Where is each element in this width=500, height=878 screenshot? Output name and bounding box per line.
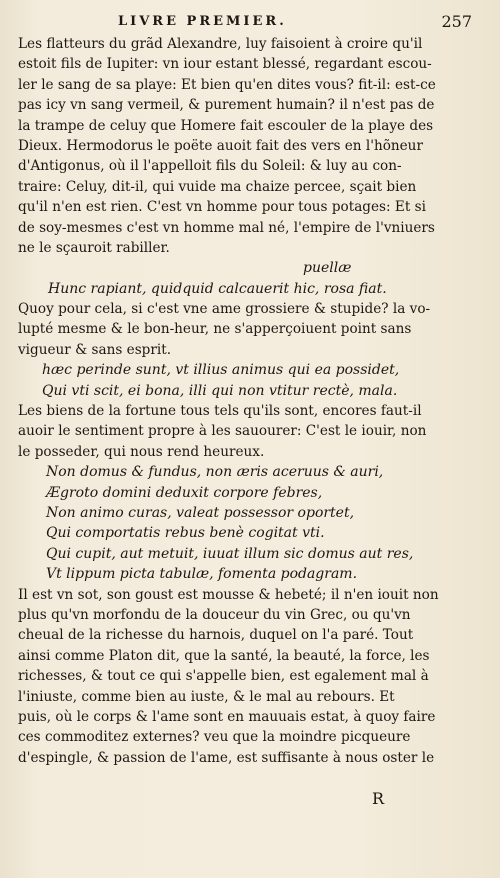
page-number: 257 [441,12,472,31]
latin-verse: Ægroto domini deduxit corpore febres, [46,484,323,501]
text-body [18,34,483,768]
signature-mark: R [372,789,385,808]
text-line: cheual de la richesse du harnois, duquel on l'a paré. Tout [18,627,414,644]
running-head: LIVRE PREMIER. [118,14,287,29]
text-line: Les flatteurs du grãd Alexandre, luy faisoient à croire qu'il [18,36,423,52]
text-line: la trampe de celuy que Homere fait escouler de la playe des [18,117,434,134]
page-footer [0,789,500,809]
text-line: qu'il n'en est rien. C'est vn homme pour tous potages: Et si [18,199,426,216]
text-line: Quoy pour cela, si c'est vne ame grossiere & stupide? la vo- [18,301,431,318]
text-line: ces commoditez externes? veu que la moindre picqueure [18,729,411,746]
latin-verse: Non domus & fundus, non æris aceruus & auri, [46,464,384,481]
text-line: ainsi comme Platon dit, que la santé, la beauté, la force, les [18,647,430,664]
text-line: Dieux. Hermodorus le poëte auoit fait des vers en l'hõneur [18,137,423,154]
text-line: l'iniuste, comme bien au iuste, & le mal au rebours. Et [18,688,395,705]
text-line: d'Antigonus, où il l'appelloit fils du Soleil: & luy au con- [18,158,402,175]
latin-verse: Qui vti scit, ei bona, illi qui non vtitur rectè, mala. [42,382,398,399]
text-line: le posseder, qui nous rend heureux. [18,443,265,460]
latin-verse: hæc perinde sunt, vt illius animus qui ea possidet, [42,362,400,379]
latin-verse: Qui cupit, aut metuit, iuuat illum sic domus aut res, [46,545,414,562]
text-line: pas icy vn sang vermeil, & purement humain? il n'est pas de [18,97,435,114]
text-line: lupté mesme & le bon-heur, ne s'apperçoiuent point sans [18,321,412,338]
text-line: ne le sçauroit rabiller. [18,239,170,256]
text-line: traire: Celuy, dit-il, qui vuide ma chaize percee, sçait bien [18,178,417,195]
latin-verse: Vt lippum picta tabulæ, fomenta podagram. [46,566,358,583]
page-header [18,8,482,32]
text-line: vigueur & sans esprit. [18,341,172,358]
text-line: Il est vn sot, son goust est mousse & hebeté; il n'en iouit non [18,586,439,603]
marginal-gloss: puellæ [303,260,352,277]
text-line: de soy-mesmes c'est vn homme mal né, l'empire de l'vniuers [18,219,435,236]
text-line: richesses, & tout ce qui s'appelle bien, est egalement mal à [18,668,429,685]
text-line: puis, où le corps & l'ame sont en mauuais estat, à quoy faire [18,708,436,725]
text-line: d'espingle, & passion de l'ame, est suffisante à nous oster le [18,749,435,766]
text-line: auoir le sentiment propre à les sauourer: C'est le iouir, non [18,423,427,440]
text-line: plus qu'vn morfondu de la douceur du vin Grec, ou qu'vn [18,606,411,623]
latin-verse: Non animo curas, valeat possessor oportet, [46,504,355,521]
text-line: Les biens de la fortune tous tels qu'ils sont, encores faut-il [18,403,422,420]
latin-verse: Qui comportatis rebus benè cogitat vti. [46,525,325,542]
latin-verse: Hunc rapiant, quidquid calcauerit hic, rosa fiat. [48,280,387,297]
text-line: estoit fils de Iupiter: vn iour estant blessé, regardant escou- [18,56,432,73]
text-line: ler le sang de sa playe: Et bien qu'en dites vous? fit-il: est-ce [18,76,436,93]
